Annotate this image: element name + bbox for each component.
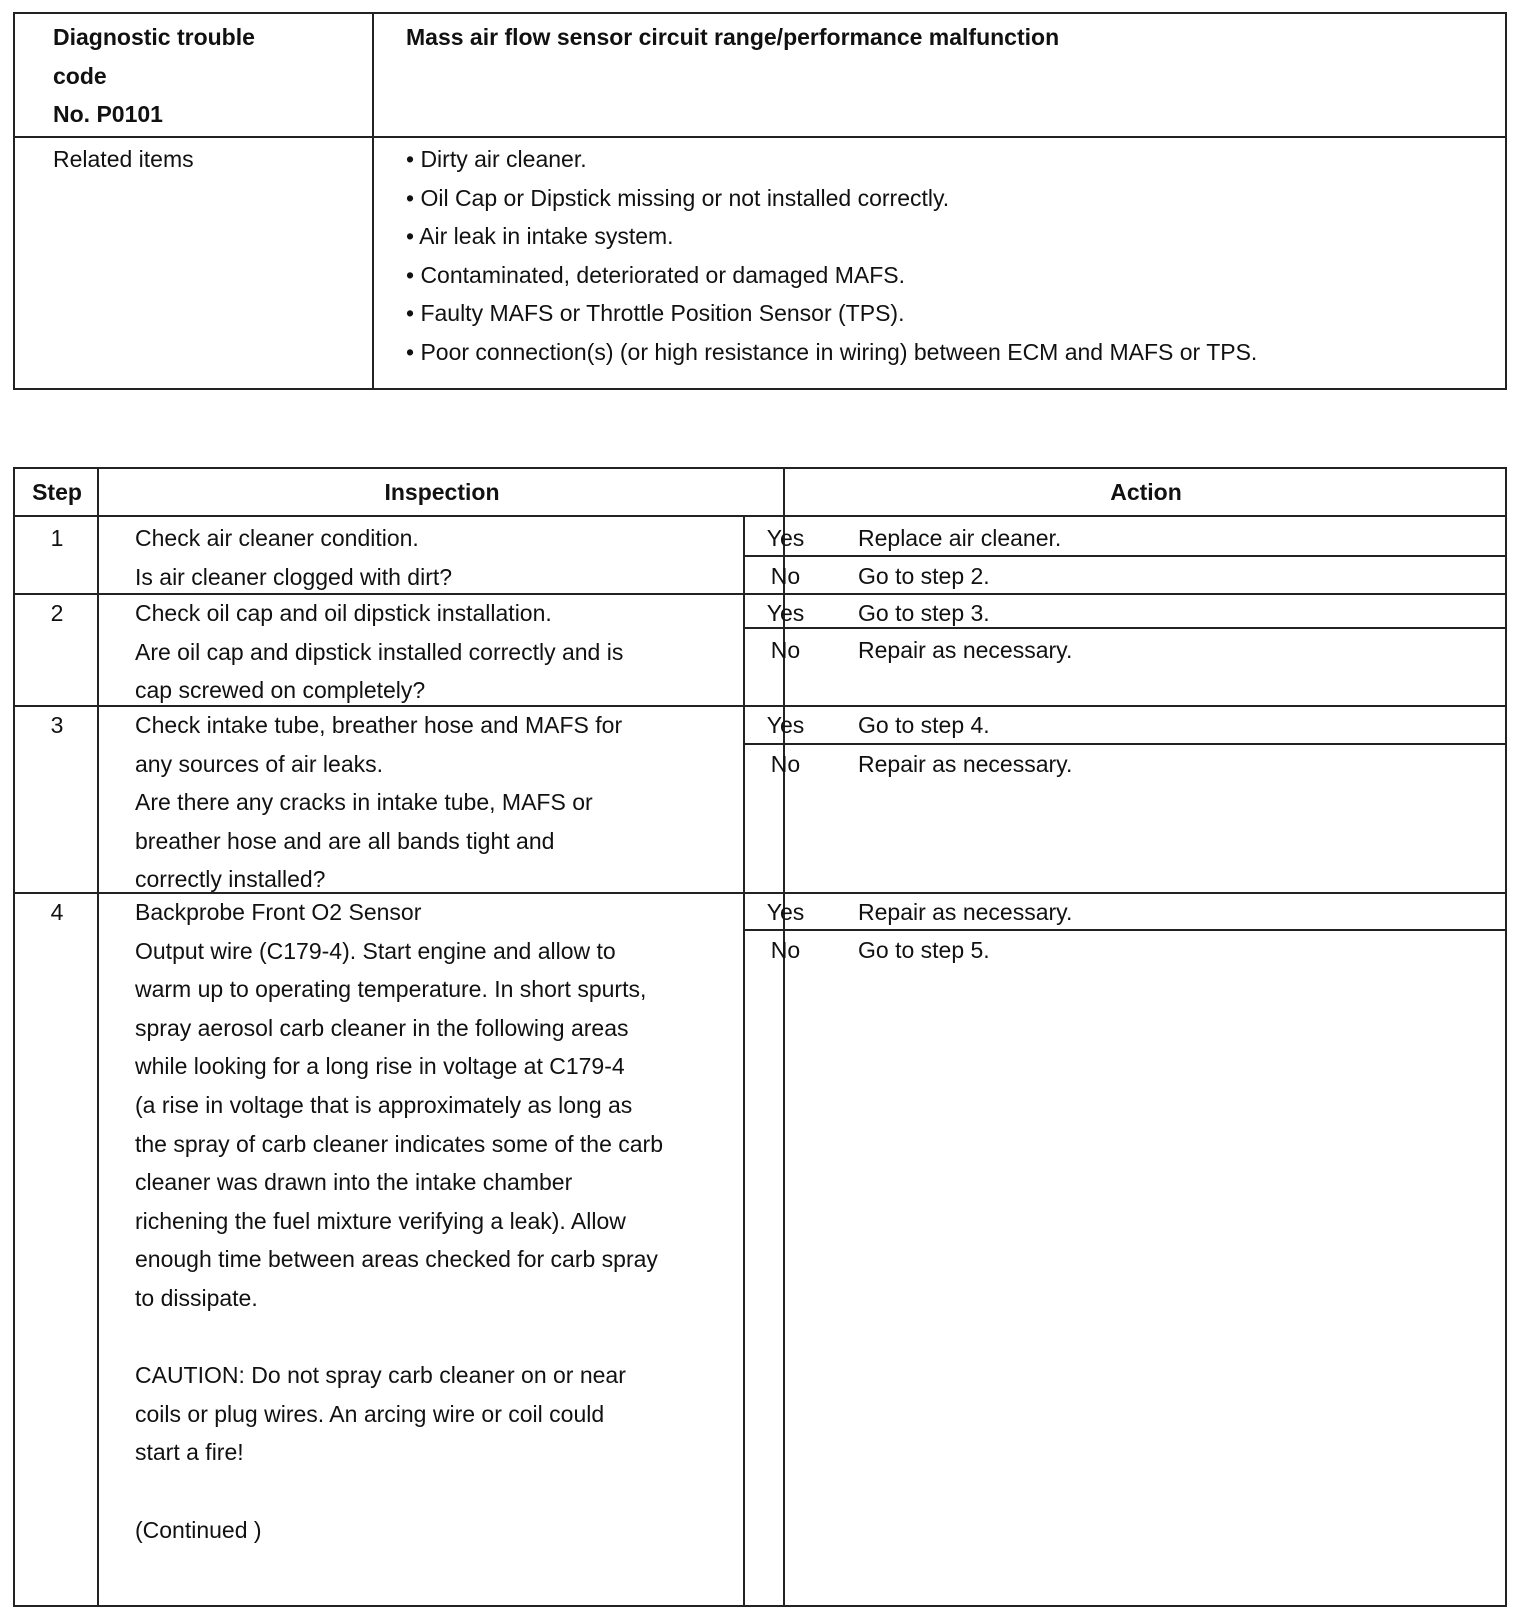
inspection-line: spray aerosol carb cleaner in the following areas	[135, 1014, 629, 1041]
column-divider	[372, 14, 374, 388]
step-number: 1	[50, 525, 64, 551]
step-inspection	[135, 893, 663, 1549]
no-action: Go to step 2.	[858, 563, 990, 589]
inspection-line: richening the fuel mixture verifying a leak). Allow	[135, 1207, 626, 1234]
step-number: 2	[50, 600, 64, 626]
no-label: No	[770, 937, 801, 963]
caution-line: start a fire!	[135, 1439, 244, 1466]
caution-line: CAUTION: Do not spray carb cleaner on or near	[135, 1362, 626, 1389]
yes-action: Replace air cleaner.	[858, 525, 1062, 551]
no-label: No	[770, 563, 801, 589]
inspection-line: Check air cleaner condition.	[135, 525, 419, 551]
related-item: • Poor connection(s) (or high resistance in wiring) between ECM and MAFS or TPS.	[406, 338, 1258, 365]
no-action: Go to step 5.	[858, 937, 990, 963]
yes-action: Go to step 4.	[858, 712, 990, 738]
related-item: • Air leak in intake system.	[406, 223, 674, 250]
inspection-line: Check oil cap and oil dipstick installation.	[135, 600, 552, 626]
yes-label: Yes	[766, 712, 805, 738]
related-items-label: Related items	[53, 146, 194, 172]
related-item: • Dirty air cleaner.	[406, 146, 587, 172]
header-divider	[15, 515, 1505, 517]
inspection-line: cleaner was drawn into the intake chamber	[135, 1169, 573, 1196]
yes-label: Yes	[766, 899, 805, 925]
inspection-line: Check intake tube, breather hose and MAFS for	[135, 712, 623, 738]
related-item: • Contaminated, deteriorated or damaged MAFS.	[406, 261, 905, 288]
inspection-line: Output wire (C179-4). Start engine and allow to	[135, 937, 616, 964]
row-divider	[15, 136, 1505, 138]
header-step: Step	[32, 479, 82, 505]
related-item: • Oil Cap or Dipstick missing or not installed correctly.	[406, 184, 950, 211]
dtc-code-number: No. P0101	[53, 101, 163, 128]
inspection-line: Is air cleaner clogged with dirt?	[135, 563, 453, 590]
column-divider	[97, 469, 99, 1605]
inspection-line: any sources of air leaks.	[135, 750, 384, 777]
dtc-code-label-line: code	[53, 62, 107, 89]
yes-label: Yes	[766, 525, 805, 551]
related-items-list	[406, 140, 1257, 372]
step-inspection	[135, 519, 452, 596]
inspection-line: correctly installed?	[135, 866, 326, 893]
no-label: No	[770, 637, 801, 663]
no-action: Repair as necessary.	[858, 637, 1073, 663]
header-inspection: Inspection	[384, 479, 500, 505]
dtc-code-label-line: Diagnostic trouble	[53, 24, 255, 50]
column-divider	[743, 515, 745, 1605]
dtc-code-label	[53, 18, 255, 134]
step-inspection	[135, 594, 623, 710]
inspection-line: while looking for a long rise in voltage at C179-4	[135, 1053, 625, 1080]
inspection-line: to dissipate.	[135, 1284, 258, 1311]
step-number: 4	[50, 899, 64, 925]
inspection-line: warm up to operating temperature. In short spurts,	[135, 976, 647, 1003]
yes-action: Go to step 3.	[858, 600, 990, 626]
blank-line	[135, 1472, 663, 1511]
inspection-line: breather hose and are all bands tight and	[135, 827, 555, 854]
step-number: 3	[50, 712, 64, 738]
inspection-line: cap screwed on completely?	[135, 677, 426, 704]
header-action: Action	[1110, 479, 1182, 505]
continued-note: (Continued )	[135, 1516, 262, 1543]
blank-line	[135, 1318, 663, 1357]
inspection-line: Are oil cap and dipstick installed correctly and is	[135, 638, 624, 665]
caution-line: coils or plug wires. An arcing wire or coil could	[135, 1400, 605, 1427]
dtc-title: Mass air flow sensor circuit range/performance malfunction	[406, 24, 1060, 50]
yes-label: Yes	[766, 600, 805, 626]
inspection-line: Backprobe Front O2 Sensor	[135, 899, 422, 925]
related-item: • Faulty MAFS or Throttle Position Sensor (TPS).	[406, 300, 905, 327]
inspection-line: Are there any cracks in intake tube, MAFS or	[135, 789, 593, 816]
step-inspection	[135, 706, 622, 899]
inspection-steps-table	[13, 467, 1507, 1607]
inspection-line: (a rise in voltage that is approximately as long as	[135, 1091, 633, 1118]
yes-action: Repair as necessary.	[858, 899, 1073, 925]
dtc-info-table	[13, 12, 1507, 390]
inspection-line: the spray of carb cleaner indicates some of the carb	[135, 1130, 664, 1157]
no-action: Repair as necessary.	[858, 751, 1073, 777]
no-label: No	[770, 751, 801, 777]
inspection-line: enough time between areas checked for carb spray	[135, 1246, 658, 1273]
